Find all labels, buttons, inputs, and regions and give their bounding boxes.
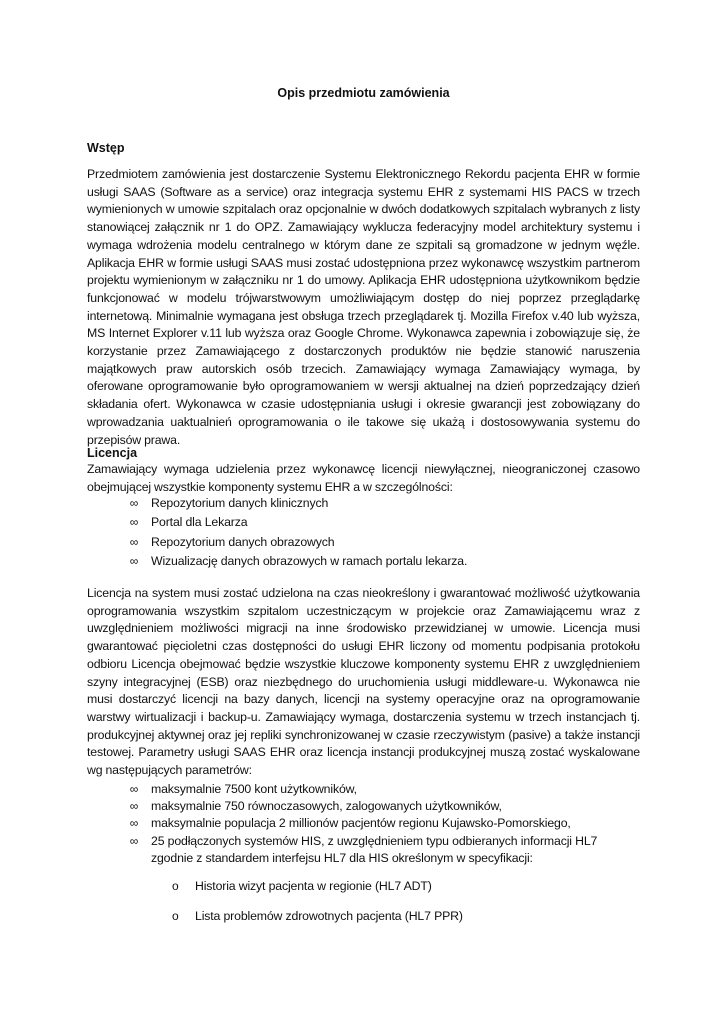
license-lead-paragraph: Zamawiający wymaga udzielenia przez wykonawcę licencji niewyłącznej, nieograniczonej czasowo obejmującej wszystkie komponenty systemu EHR a w szczególności: — [87, 462, 640, 494]
list-item — [87, 533, 640, 552]
list-item-text: Repozytorium danych obrazowych — [151, 534, 335, 549]
circle-bullet-icon: o — [172, 879, 179, 893]
license-paragraph: Licencja na system musi zostać udzielona na czas nieokreślony i gwarantować możliwość użytkowania oprogramowania wszystkim szpitalom uczestniczącym w projekcie oraz Zamawiającemu wraz z uwzględnieniem możliwości migracji na inne środowisko przewidzianej w umowie. Licencja musi gwarantować pięcioletni czas dostępności do usługi EHR liczony od momentu podpisania protokołu odbioru Licencja obejmować będzie wszystkie kluczowe komponenty systemu EHR z uwzględnieniem szyny integracyjnej (ESB) oraz niezbędnego do uruchomienia usługi middleware-u. Wykonawca nie musi dostarczyć licencji na bazy danych, licencji na systemy operacyjne oraz na oprogramowanie warstwy wirtualizacji i backup-u. Zamawiający wymaga, dostarczenia systemu w trzech instancjach tj. produkcyjnej aktywnej oraz jej repliki synchronizowanej w czasie rzeczywistym (pasive) a także instancji testowej. Parametry usługi SAAS EHR oraz licencja instancji produkcyjnej muszą zostać wyskalowane wg następujących parametrów: — [87, 586, 640, 778]
infinity-bullet-icon: ∞ — [129, 515, 139, 530]
list-item-text: Portal dla Lekarza — [151, 515, 248, 530]
infinity-bullet-icon: ∞ — [129, 799, 139, 814]
list-item — [87, 908, 640, 938]
list-item-text: Repozytorium danych klinicznych — [151, 496, 329, 510]
list-item — [87, 552, 640, 571]
infinity-bullet-icon: ∞ — [129, 496, 139, 510]
circle-bullet-icon: o — [172, 909, 179, 923]
intro-paragraph: Przedmiotem zamówienia jest dostarczenie Systemu Elektronicznego Rekordu pacjenta EHR w formie usługi SAAS (Software as a service) oraz integracja systemu EHR z systemami HIS PACS w trzech wymienionych w umowie szpitalach oraz opcjonalnie w dwóch dodatkowych szpitalach wybranych z listy stanowiącej załącznik nr 1 do OPZ. Zamawiający wyklucza federacyjny model architektury systemu i wymaga wdrożenia modelu centralnego w którym dane ze szpitali są gromadzone w jednym węźle. Aplikacja EHR w formie usługi SAAS musi zostać udostępniona przez wykonawcę wszystkim partnerom projektu wymienionym w załączniku nr 1 do umowy. Aplikacja EHR udostępniona użytkownikom będzie funkcjonować w modelu trójwarstwowym umożliwiającym dostęp do niej poprzez przeglądarkę internetową. Minimalnie wymagana jest obsługa trzech przeglądarek tj. Mozilla Firefox v.40 lub wyższa, MS Internet Explorer v.11 lub wyższa oraz Google Chrome. Wykonawca zapewnia i zobowiązuje się, że korzystanie przez Zamawiającego z dostarczonych produktów nie będzie stanowić naruszenia majątkowych praw autorskich osób trzecich. Zamawiający wymaga Zamawiający wymaga, by oferowane oprogramowanie było oprogramowaniem w wersji aktualnej na dzień poprzedzający dzień składania ofert. Wykonawca w czasie udostępniania usługi i okresie gwarancji jest zobowiązany do wprowadzania uaktualnień oprogramowania o ile takowe się ukażą i dostosowywania systemu do przepisów prawa. — [87, 167, 640, 447]
license-heading: Licencja — [87, 446, 138, 460]
infinity-bullet-icon: ∞ — [129, 833, 139, 848]
list-item — [87, 781, 607, 798]
document-title: Opis przedmiotu zamówienia — [277, 86, 450, 100]
list-item-text: maksymalnie 750 równoczasowych, zalogowanych użytkowników, — [151, 799, 502, 814]
hl7-messages-list — [87, 878, 640, 938]
list-item-text: maksymalnie populacja 2 millionów pacjentów regionu Kujawsko-Pomorskiego, — [151, 816, 571, 831]
license-parameters-list — [87, 781, 607, 867]
license-components-list — [87, 494, 640, 571]
list-item-text: 25 podłączonych systemów HIS, z uwzględnieniem typu odbieranych informacji HL7 zgodnie z standardem interfejsu HL7 dla HIS określonym w specyfikacji: — [151, 833, 598, 865]
intro-heading: Wstęp — [87, 141, 125, 155]
list-item — [87, 878, 640, 908]
list-item — [87, 815, 607, 832]
list-item — [87, 513, 640, 532]
infinity-bullet-icon: ∞ — [129, 553, 139, 568]
list-item — [87, 833, 607, 867]
list-item-text: Lista problemów zdrowotnych pacjenta (HL7 PPR) — [195, 909, 463, 923]
list-item — [87, 798, 607, 815]
infinity-bullet-icon: ∞ — [129, 534, 139, 549]
list-item-text: Historia wizyt pacjenta w regionie (HL7 ADT) — [195, 879, 432, 893]
infinity-bullet-icon: ∞ — [129, 816, 139, 831]
list-item-text: Wizualizację danych obrazowych w ramach portalu lekarza. — [151, 553, 468, 568]
list-item — [87, 494, 640, 513]
list-item-text: maksymalnie 7500 kont użytkowników, — [151, 782, 357, 796]
infinity-bullet-icon: ∞ — [129, 782, 139, 796]
